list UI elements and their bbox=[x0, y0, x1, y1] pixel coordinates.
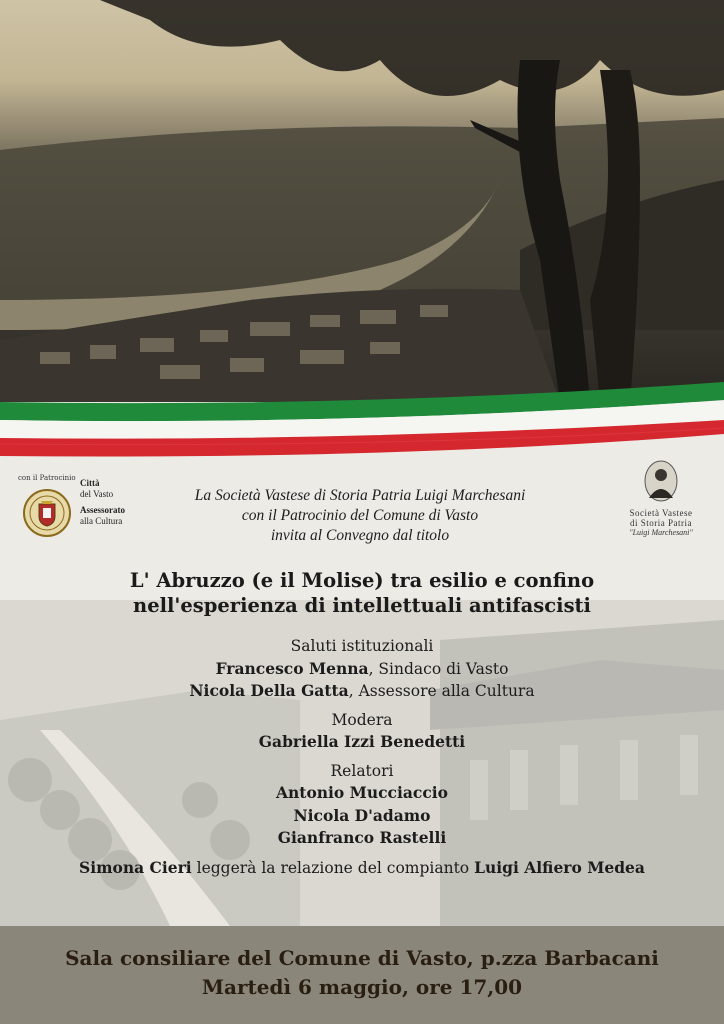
moderator-name: Gabriella Izzi Benedetti bbox=[258, 732, 466, 751]
reader-line bbox=[0, 857, 724, 880]
speaker-3: Gianfranco Rastelli bbox=[277, 828, 447, 847]
patronage-label: con il Patrocinio bbox=[18, 474, 76, 482]
greeter1-role: , Sindaco di Vasto bbox=[368, 659, 509, 678]
dept-line1: Assessorato bbox=[80, 505, 125, 515]
reader-text: leggerà la relazione del compianto bbox=[191, 858, 475, 877]
portrait-icon bbox=[644, 460, 678, 502]
date-text: Martedì 6 maggio, ore 17,00 bbox=[201, 975, 523, 999]
society-name-line3: "Luigi Marchesani" bbox=[629, 528, 693, 537]
reader-name: Simona Cieri bbox=[79, 857, 192, 877]
greetings-label: Saluti istituzionali bbox=[290, 637, 434, 655]
greeter1-name: Francesco Menna bbox=[215, 658, 369, 678]
greeter2-name: Nicola Della Gatta bbox=[189, 681, 349, 700]
city-name bbox=[80, 478, 125, 527]
society-logo bbox=[606, 460, 716, 537]
conference-title bbox=[0, 568, 724, 618]
city-seal-icon bbox=[22, 488, 72, 538]
society-name-line2: di Storia Patria bbox=[630, 518, 692, 528]
program bbox=[0, 636, 724, 879]
intro-line2: con il Patrocinio del Comune di Vasto bbox=[241, 507, 479, 524]
city-line1: Città bbox=[80, 478, 100, 488]
speaker-2: Nicola D'adamo bbox=[293, 805, 431, 825]
intro-line1: La Società Vastese di Storia Patria Luigi Marchesani bbox=[194, 487, 526, 504]
greeter-2 bbox=[0, 680, 724, 703]
venue-text: Sala consiliare del Comune di Vasto, p.zza Barbacani bbox=[65, 946, 659, 970]
title-line1: L' Abruzzo (e il Molise) tra esilio e confino bbox=[129, 569, 595, 592]
moderator-label: Modera bbox=[331, 710, 393, 729]
city-line2: del Vasto bbox=[80, 489, 114, 499]
late-name: Luigi Alfiero Medea bbox=[474, 857, 645, 877]
venue-footer bbox=[0, 926, 724, 1024]
intro-line3: invita al Convegno dal titolo bbox=[270, 527, 450, 544]
tricolor-band bbox=[0, 378, 724, 468]
society-name-line1: Società Vastese bbox=[629, 508, 693, 518]
greeter-1 bbox=[0, 658, 724, 681]
dept-line2: alla Cultura bbox=[80, 516, 123, 526]
speakers-label: Relatori bbox=[330, 761, 394, 780]
greeter2-role: , Assessore alla Cultura bbox=[348, 682, 535, 700]
title-line2: nell'esperienza di intellettuali antifascisti bbox=[133, 594, 591, 617]
patronage-block bbox=[18, 474, 158, 554]
speaker-1: Antonio Mucciaccio bbox=[275, 783, 449, 802]
header-photo bbox=[0, 0, 724, 402]
invitation-intro bbox=[150, 486, 570, 546]
